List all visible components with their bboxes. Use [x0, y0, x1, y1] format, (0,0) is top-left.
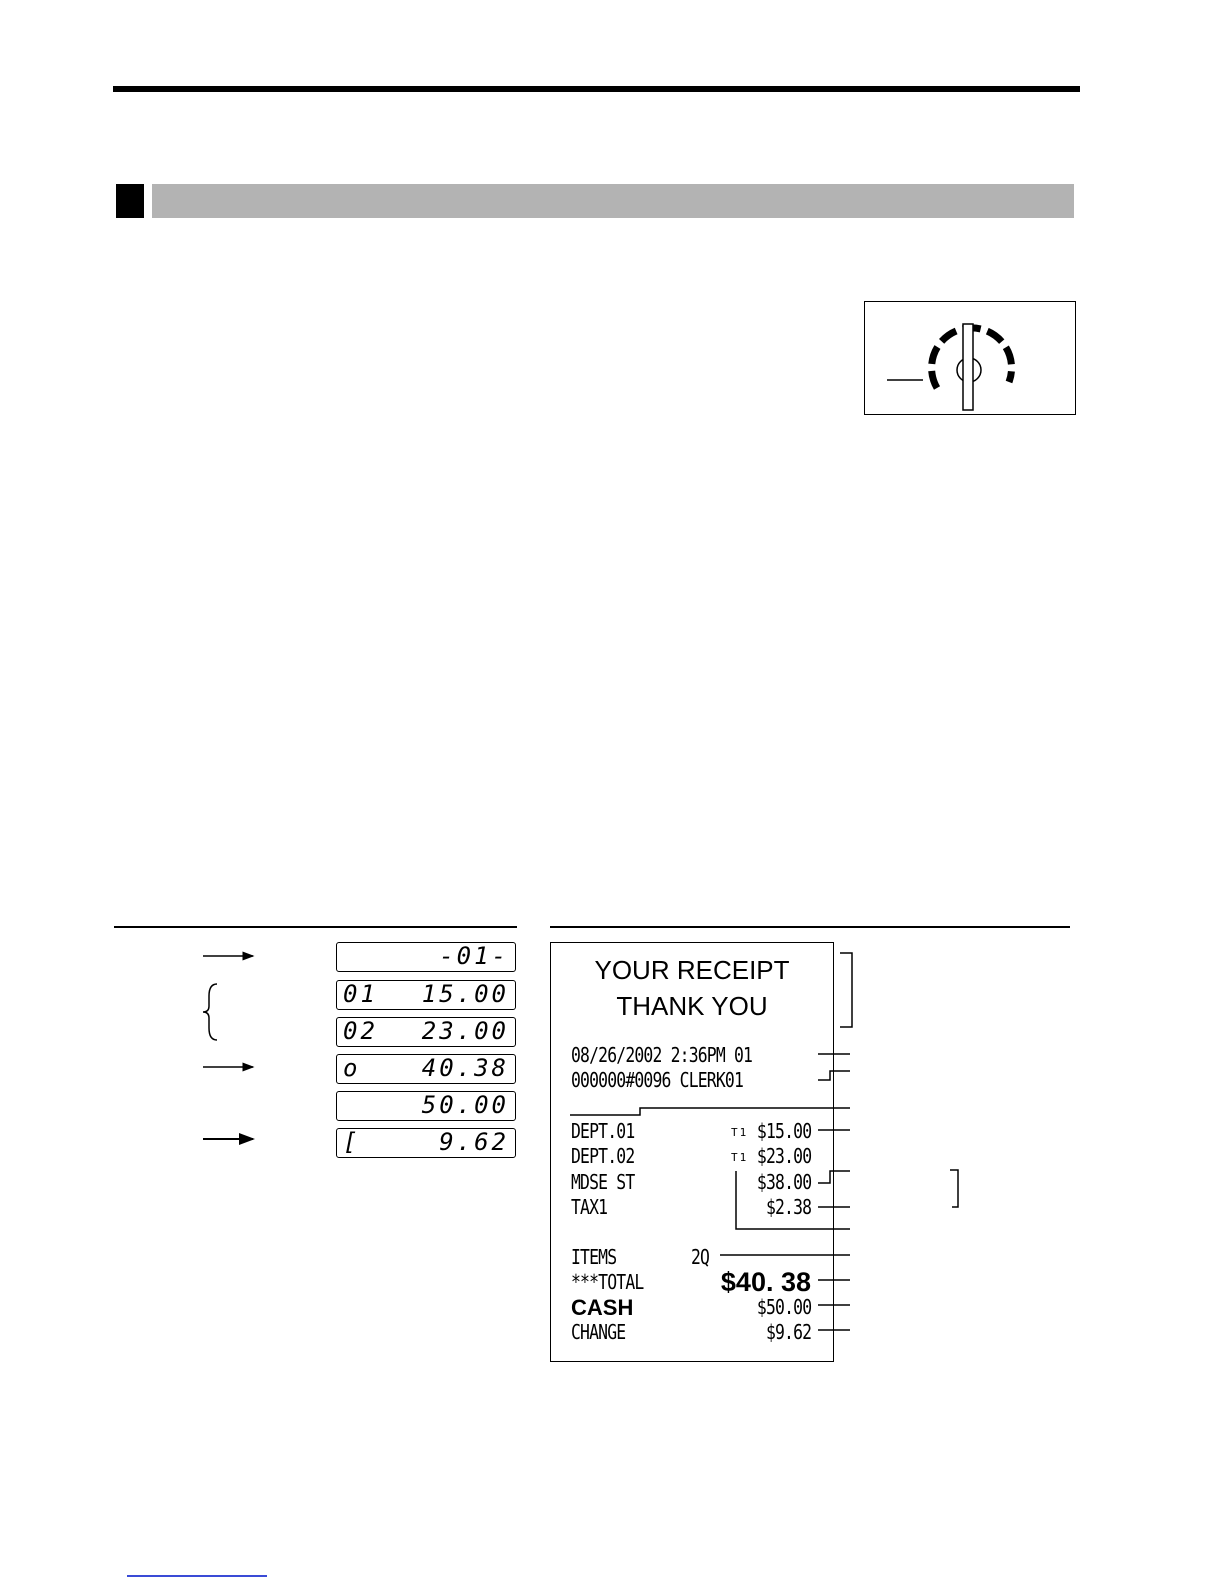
mdse-subtotal-label: MDSE ST: [571, 1170, 635, 1194]
total-amount: $40. 38: [720, 1267, 811, 1297]
display-right-text: 23.00: [421, 1017, 509, 1045]
display-left-text: 01: [343, 980, 378, 1008]
display-panel: [336, 980, 516, 1010]
mdse-subtotal-amount: $38.00: [756, 1170, 811, 1194]
footer-underline: [127, 1575, 267, 1577]
print-column-rule: [550, 926, 1070, 928]
receipt-date-time: 08/26/2002 2:36PM 01: [571, 1043, 753, 1067]
header-rule: [113, 86, 1080, 92]
item-label: DEPT.02: [571, 1144, 635, 1168]
display-panel: [336, 1091, 516, 1121]
display-left-text: ο: [343, 1054, 361, 1082]
receipt-header-line1: YOUR RECEIPT: [594, 955, 790, 985]
section-marker: [116, 184, 144, 218]
mode-switch-icon: [865, 302, 1077, 416]
display-right-text: 9.62: [439, 1128, 509, 1156]
receipt-number-clerk: 000000#0096 CLERK01: [571, 1068, 744, 1092]
display-right-text: 50.00: [421, 1091, 509, 1119]
display-panel: [336, 1128, 516, 1158]
display-left-text: [: [343, 1128, 361, 1156]
tax-status-mark: T1: [731, 1126, 749, 1139]
display-panel: [336, 1017, 516, 1047]
item-amount: $23.00: [756, 1144, 811, 1168]
item-amount: $15.00: [756, 1119, 811, 1143]
display-right-text: -01-: [439, 942, 509, 970]
total-label: ***TOTAL: [571, 1270, 644, 1294]
cash-label: CASH: [571, 1295, 634, 1320]
items-label: ITEMS: [571, 1245, 617, 1269]
item-label: DEPT.01: [571, 1119, 635, 1143]
key-operation-arrows: [195, 940, 265, 1160]
tax-label: TAX1: [571, 1195, 608, 1219]
receipt-callout-lines: [560, 945, 980, 1345]
display-left-text: 02: [343, 1017, 378, 1045]
tax-amount: $2.38: [765, 1195, 811, 1219]
display-right-text: 15.00: [421, 980, 509, 1008]
change-label: CHANGE: [571, 1320, 626, 1344]
cash-amount: $50.00: [756, 1295, 811, 1319]
items-count: 2Q: [691, 1245, 710, 1269]
tax-status-mark: T1: [731, 1151, 749, 1164]
mode-key-illustration: [864, 301, 1076, 415]
change-amount: $9.62: [765, 1320, 811, 1344]
section-title-bar: [152, 184, 1074, 218]
display-column-rule: [114, 926, 517, 928]
display-panel: [336, 1054, 516, 1084]
display-right-text: 40.38: [421, 1054, 509, 1082]
receipt-header-line2: THANK YOU: [616, 991, 768, 1021]
display-panel: [336, 942, 516, 972]
